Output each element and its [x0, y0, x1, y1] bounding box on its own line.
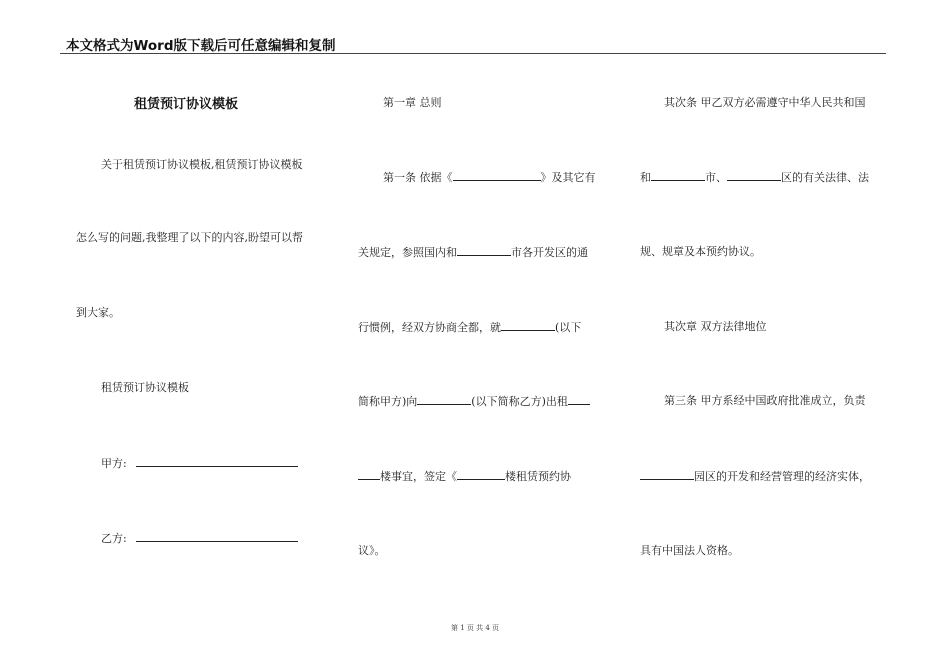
article-2-text-c: 区的有关法律、法 [781, 171, 869, 184]
article-3-blank-1 [640, 467, 694, 480]
chapter-1-heading: 第一章 总则 [383, 96, 442, 109]
article-1-line-1 [383, 168, 596, 185]
article-3-text-a: 园区的开发和经营管理的经济实体， [694, 470, 870, 483]
party-a-label: 甲方: [101, 457, 127, 470]
article-1-text-d: 市各开发区的通 [511, 246, 588, 259]
article-3-line-1: 第三条 甲方系经中国政府批准成立，负责 [664, 394, 866, 407]
article-2-text-a: 和 [640, 171, 651, 184]
intro-line-1: 关于租赁预订协议模板,租赁预订协议模板 [101, 158, 303, 171]
intro-line-2: 怎么写的问题,我整理了以下的内容,盼望可以帮 [76, 231, 303, 244]
article-1-blank-3 [501, 318, 555, 331]
article-1-text-b: 》及其它有 [540, 171, 596, 184]
party-a-blank [136, 454, 298, 467]
party-a-line [101, 454, 298, 471]
subtitle: 租赁预订协议模板 [101, 381, 189, 394]
party-b-blank [136, 529, 298, 542]
article-1-text-h: (以下简称乙方)出租 [471, 395, 568, 408]
article-1-blank-1 [453, 168, 541, 181]
article-2-blank-2 [727, 168, 781, 181]
chapter-2-heading: 其次章 双方法律地位 [664, 320, 767, 333]
document-header: 本文格式为Word版下载后可任意编辑和复制 [66, 38, 336, 54]
party-b-line [101, 529, 298, 546]
article-1-blank-2 [457, 243, 511, 256]
article-2-line-3: 规、规章及本预约协议。 [640, 245, 761, 258]
page-number: 第 1 页 共 4 页 [450, 624, 500, 632]
article-1-text-j: 楼租赁预约协 [505, 470, 571, 483]
intro-line-3: 到大家。 [76, 306, 120, 319]
article-1-line-6: 议》。 [358, 544, 386, 557]
document-title: 租赁预订协议模板 [134, 97, 239, 112]
article-1-blank-7 [457, 467, 505, 480]
article-1-text-a: 第一条 依据《 [383, 171, 453, 184]
header-divider [60, 53, 886, 54]
article-1-text-g: 简称甲方)向 [358, 395, 418, 408]
article-1-line-5 [358, 467, 571, 484]
party-b-label: 乙方: [101, 532, 127, 545]
article-1-line-2 [358, 243, 588, 260]
article-1-blank-4 [417, 392, 471, 405]
article-1-blank-5 [568, 392, 590, 405]
article-2-line-2 [640, 168, 869, 185]
article-2-line-1: 其次条 甲乙双方必需遵守中华人民共和国 [664, 96, 866, 109]
article-2-blank-1 [651, 168, 705, 181]
article-2-text-b: 市、 [705, 171, 727, 184]
article-1-line-3 [358, 318, 581, 335]
article-3-line-2 [640, 467, 870, 484]
article-1-text-i: 楼事宜，签定《 [380, 470, 457, 483]
article-1-blank-6 [358, 467, 380, 480]
article-1-text-c: 关规定，参照国内和 [358, 246, 457, 259]
article-1-text-e: 行惯例，经双方协商全都，就 [358, 321, 501, 334]
article-3-line-3: 具有中国法人资格。 [640, 544, 739, 557]
article-1-text-f: (以下 [555, 321, 582, 334]
article-1-line-4 [358, 392, 590, 409]
